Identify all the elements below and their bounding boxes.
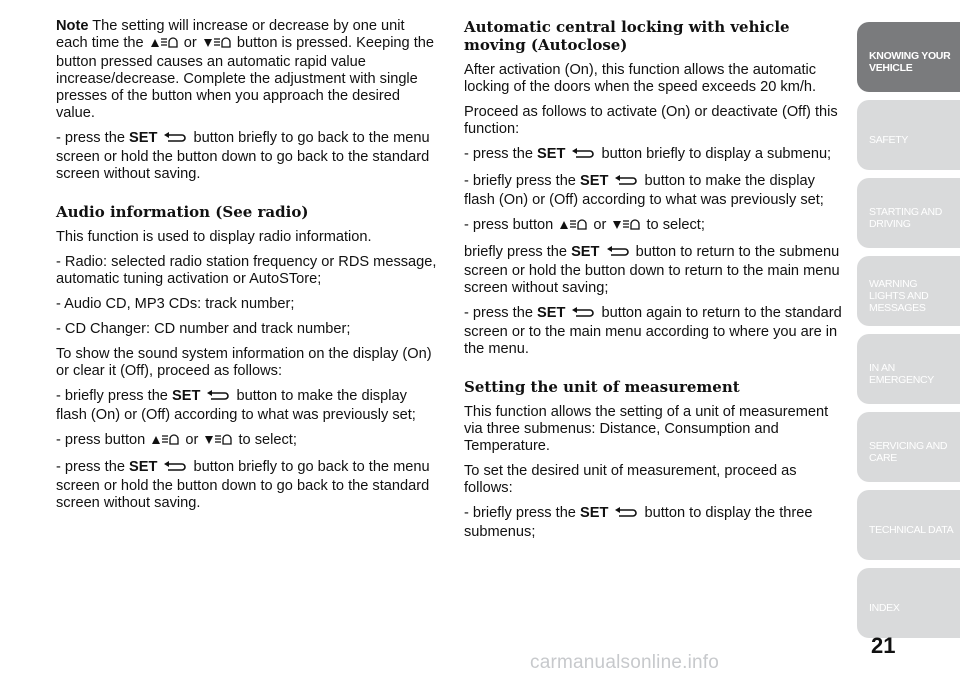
tab-label: KNOWING YOUR VEHICLE (869, 50, 951, 74)
watermark: carmanualsonline.info (530, 652, 720, 673)
text: button briefly to display a submenu; (601, 146, 832, 162)
autoclose-step-4 (464, 244, 844, 297)
set-label: SET (580, 505, 609, 521)
autoclose-step-1 (464, 146, 844, 165)
autoclose-step-3 (464, 217, 844, 236)
audio-intro: This function is used to display radio information. (56, 229, 372, 245)
down-button-icon (204, 433, 232, 451)
return-arrow-icon (163, 461, 187, 478)
note-text-1: The setting will increase or decrease by one unit each time the (56, 18, 405, 51)
autoclose-step-5 (464, 305, 844, 358)
spacer (56, 191, 440, 203)
tab-in-an-emergency[interactable] (857, 334, 960, 404)
tab-servicing-and-care[interactable] (857, 412, 960, 482)
spacer (464, 366, 844, 378)
autoclose-heading: Automatic central locking with vehicle moving (Autoclose) (464, 18, 790, 54)
units-step (464, 505, 844, 541)
autoclose-proceed: Proceed as follows to activate (On) or deactivate (Off) this function: (464, 104, 838, 137)
down-button-icon (612, 218, 640, 236)
text: button briefly to go back to the menu screen or hold the button down to go back to the standard screen without saving. (56, 130, 430, 182)
press-button-paragraph (56, 432, 440, 451)
set-label: SET (129, 130, 158, 146)
text: button to display the three submenus; (464, 505, 813, 540)
press-set-paragraph-2 (56, 459, 440, 512)
text: - press button (464, 217, 554, 233)
autoclose-step-2 (464, 173, 844, 209)
right-column (464, 18, 844, 549)
set-label: SET (580, 173, 609, 189)
text: - press the (464, 146, 533, 162)
text: button again to return to the standard screen or to the main menu according to where you are in the menu. (464, 305, 842, 357)
return-arrow-icon (163, 132, 187, 149)
note-paragraph (56, 18, 440, 122)
return-arrow-icon (614, 507, 638, 524)
return-arrow-icon (571, 307, 595, 324)
page-number: 21 (871, 633, 896, 658)
up-button-icon (151, 433, 179, 451)
tab-label: TECHNICAL DATA (869, 524, 954, 536)
tab-label: IN AN EMERGENCY (869, 362, 934, 386)
return-arrow-icon (614, 175, 638, 192)
text: button to return to the submenu screen or hold the button down to return to the main menu screen without saving; (464, 244, 840, 296)
text: - press the (56, 459, 125, 475)
tab-index[interactable] (857, 568, 960, 638)
return-arrow-icon (606, 246, 630, 263)
tab-warning-lights[interactable] (857, 256, 960, 326)
autoclose-intro: After activation (On), this function allows the automatic locking of the doors when the speed exceeds 20 km/h. (464, 62, 817, 95)
or-text: or (183, 35, 197, 51)
tab-label: INDEX (869, 602, 900, 614)
set-label: SET (537, 146, 566, 162)
return-arrow-icon (571, 148, 595, 165)
chapter-tabs (857, 22, 960, 646)
tab-safety[interactable] (857, 100, 960, 170)
set-label: SET (172, 388, 201, 404)
note-label: Note (56, 18, 89, 34)
tab-starting-and-driving[interactable] (857, 178, 960, 248)
units-proceed: To set the desired unit of measurement, proceed as follows: (464, 463, 797, 496)
left-column (56, 18, 440, 520)
audio-show: To show the sound system information on the display (On) or clear it (Off), proceed as follows: (56, 346, 432, 379)
text: button to make the display flash (On) or (Off) according to what was previously set; (56, 388, 416, 423)
text: briefly press the (464, 244, 568, 260)
down-button-icon (203, 36, 231, 54)
text: or (593, 217, 607, 233)
return-arrow-icon (206, 390, 230, 407)
tab-label: STARTING AND DRIVING (869, 206, 943, 230)
up-button-icon (150, 36, 178, 54)
audio-changer: - CD Changer: CD number and track number; (56, 321, 351, 337)
up-button-icon (559, 218, 587, 236)
text: or (185, 432, 199, 448)
note-text-2: button is pressed. Keeping the button pressed causes an automatic rapid value increase/decrease. Complete the adjustment with single presses of the button when you approach the desired value. (56, 35, 435, 121)
audio-cd: - Audio CD, MP3 CDs: track number; (56, 296, 295, 312)
text: - press button (56, 432, 146, 448)
tab-technical-data[interactable] (857, 490, 960, 560)
tab-label: SAFETY (869, 134, 909, 146)
text: - press the (464, 305, 533, 321)
text: - press the (56, 130, 125, 146)
units-heading: Setting the unit of measurement (464, 378, 740, 396)
text: to select; (238, 432, 297, 448)
audio-heading: Audio information (See radio) (56, 203, 309, 221)
text: - briefly press the (464, 173, 576, 189)
tab-knowing-your-vehicle[interactable] (857, 22, 960, 92)
text: - briefly press the (464, 505, 576, 521)
units-intro: This function allows the setting of a unit of measurement via three submenus: Distance, Consumption and Temperature. (464, 404, 829, 454)
press-set-paragraph-1 (56, 130, 440, 183)
text: button to make the display flash (On) or (Off) according to what was previously set; (464, 173, 824, 208)
set-label: SET (571, 244, 600, 260)
tab-label: WARNING LIGHTS AND MESSAGES (869, 278, 929, 314)
audio-radio: - Radio: selected radio station frequency or RDS message, automatic tuning activation or AutoSTore; (56, 254, 437, 287)
tab-label: SERVICING AND CARE (869, 440, 948, 464)
text: button briefly to go back to the menu screen or hold the button down to go back to the standard screen without saving. (56, 459, 430, 511)
briefly-press-paragraph (56, 388, 440, 424)
text: - briefly press the (56, 388, 168, 404)
set-label: SET (129, 459, 158, 475)
text: to select; (646, 217, 705, 233)
set-label: SET (537, 305, 566, 321)
